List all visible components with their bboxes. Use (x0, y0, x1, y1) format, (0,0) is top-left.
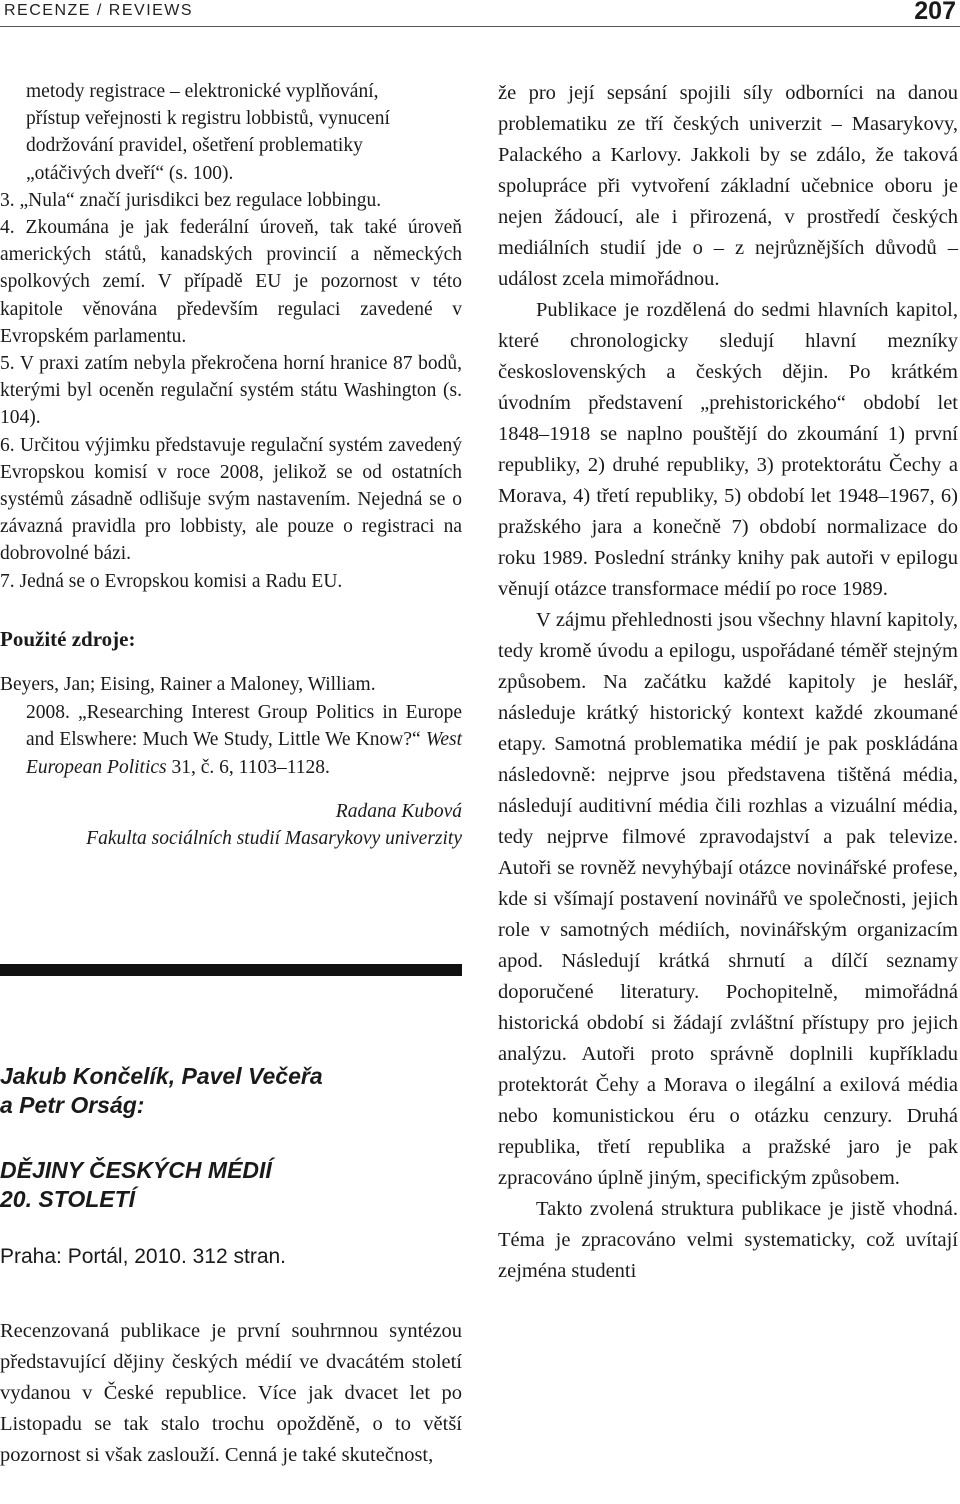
book-authors-line: Jakub Končelík, Pavel Večeřa (0, 1063, 323, 1089)
header-rule (0, 26, 960, 27)
note-2-line: „otáčivých dveří“ (s. 100). (26, 162, 234, 184)
note-5: 5. V praxi zatím nebyla překročena horní hranice 87 bodů, kterými byl oceněn regulační systém státu Washington (s. 104). (0, 353, 462, 429)
source-pages: 31, č. 6, 1103–1128. (166, 756, 330, 778)
note-3: 3. „Nula“ značí jurisdikci bez regulace lobbingu. (0, 189, 382, 211)
note-2-line: dodržování pravidel, ošetření problematiky (26, 135, 363, 157)
source-title: 2008. „Researching Interest Group Politics in Europe and Elswhere: Much We Study, Little We Know?“ (26, 701, 462, 751)
note-6: 6. Určitou výjimku představuje regulační systém zavedený Evropskou komisí v roce 2008, jelikož se od ostatních systémů zásadně odlišuje svým nastavením. Nejedná se o závazná pravidla pro lobbisty, ale pouze o registraci na dobrovolné bázi. (0, 434, 462, 565)
source-details (0, 699, 462, 782)
note-4: 4. Zkoumána je jak federální úroveň, tak také úroveň amerických států, kanadských provincií a německých spolkových zemí. V případě EU je pozornost v této kapitole věnována především regulaci zavedené v Evropském parlamentu. (0, 217, 462, 347)
left-column (0, 78, 462, 853)
note-7: 7. Jedná se o Evropskou komisi a Radu EU. (0, 570, 343, 592)
review-author: Radana Kubová (335, 800, 462, 822)
note-2-line: metody registrace – elektronické vyplňování, (26, 81, 379, 102)
review-paragraph: V zájmu přehlednosti jsou všechny hlavní kapitoly, tedy kromě úvodu a epilogu, uspořádané téměř stejným způsobem. Na začátku každé kapitoly je heslář, následuje krátký historický kontext každé zkoumané etapy. Samotná problematika médií je pak poskládána následovně: nejprve jsou představena tištěná média, následují auditivní média čili rozhlas a vizuální média, tedy nejprve filmové zpravodajství a pak televize. Autoři se rovněž nevyhýbají otázce novinářské profese, kde si všímají postavení novinářů ve společnosti, jejich role v samotných médiích, novinářským organizacím apod. Následují krátká shrnutí a dílčí seznamy doporučené literatury. Pochopitelně, mimořádná historická období si žádají zvláštní přístupy pro jejich analýzu. Autoři proto správně doplnili kupříkladu protektorát Čehy a Morava o ilegální a exilová média nebo komunistickou éru o otázku cenzury. Druhá republika, třetí republika a pražské jaro je pak zpracováno úplně jiným, specifickým způsobem. (498, 609, 958, 1189)
book-title-line: DĚJINY ČESKÝCH MÉDIÍ (0, 1157, 272, 1183)
review-intro: Recenzovaná publikace je první souhrnnou syntézou představující dějiny českých médií ve dvacátém století vydanou v České republice. Více jak dvacet let po Listopadu se tak stalo trochu opožděně, o to větší pozornost si však zaslouží. Cenná je také skutečnost, (0, 1320, 462, 1466)
right-column (498, 78, 958, 1287)
note-2 (0, 78, 462, 187)
review-paragraph: že pro její sepsání spojili síly odborníci na danou problematiku ze tří českých univerzit – Masarykovy, Palackého a Karlovy. Jakkoli by se zdálo, že taková spolupráce při vytvoření základní učebnice oboru je nejen žádoucí, ale i přirozená, v prostředí českých mediálních studií jde o – z nejrůznějších důvodů – událost zcela mimořádnou. (498, 82, 958, 290)
source-journal: West European Politics (26, 729, 462, 778)
section-divider-bar (0, 964, 462, 976)
book-info (0, 1062, 462, 1270)
source-entry (0, 671, 462, 782)
book-authors (0, 1062, 462, 1120)
source-authors: Beyers, Jan; Eising, Rainer a Maloney, William. (0, 673, 376, 695)
note-2-line: přístup veřejnosti k registru lobbistů, vynucení (26, 108, 390, 130)
page-number: 207 (914, 0, 956, 25)
review-affiliation: Fakulta sociálních studií Masarykovy univerzity (86, 828, 462, 850)
sources-heading: Použité zdroje: (0, 626, 136, 651)
book-publication: Praha: Portál, 2010. 312 stran. (0, 1245, 287, 1268)
review-paragraph: Publikace je rozdělená do sedmi hlavních kapitol, které chronologicky sledují hlavní mezníky československých a českých dějin. Po krátkém úvodním představení „prehistorického“ období let 1848–1918 se naplno pouštějí do zkoumání 1) první republiky, 2) druhé republiky, 3) protektorátu Čechy a Morava, 4) třetí republiky, 5) období let 1948–1967, 6) pražského jara a konečně 7) období normalizace do roku 1989. Poslední stránky knihy pak autoři v epilogu věnují otázce transformace médií po roce 1989. (498, 299, 958, 600)
book-title-line: 20. STOLETÍ (0, 1186, 136, 1212)
running-header (0, 0, 960, 28)
section-label: RECENZE / REVIEWS (4, 2, 194, 19)
book-title (0, 1156, 462, 1214)
review-paragraph: Takto zvolená struktura publikace je jistě vhodná. Téma je zpracováno velmi systematicky, což uvítají zejména studenti (498, 1198, 958, 1282)
book-authors-line: a Petr Orság: (0, 1092, 145, 1118)
